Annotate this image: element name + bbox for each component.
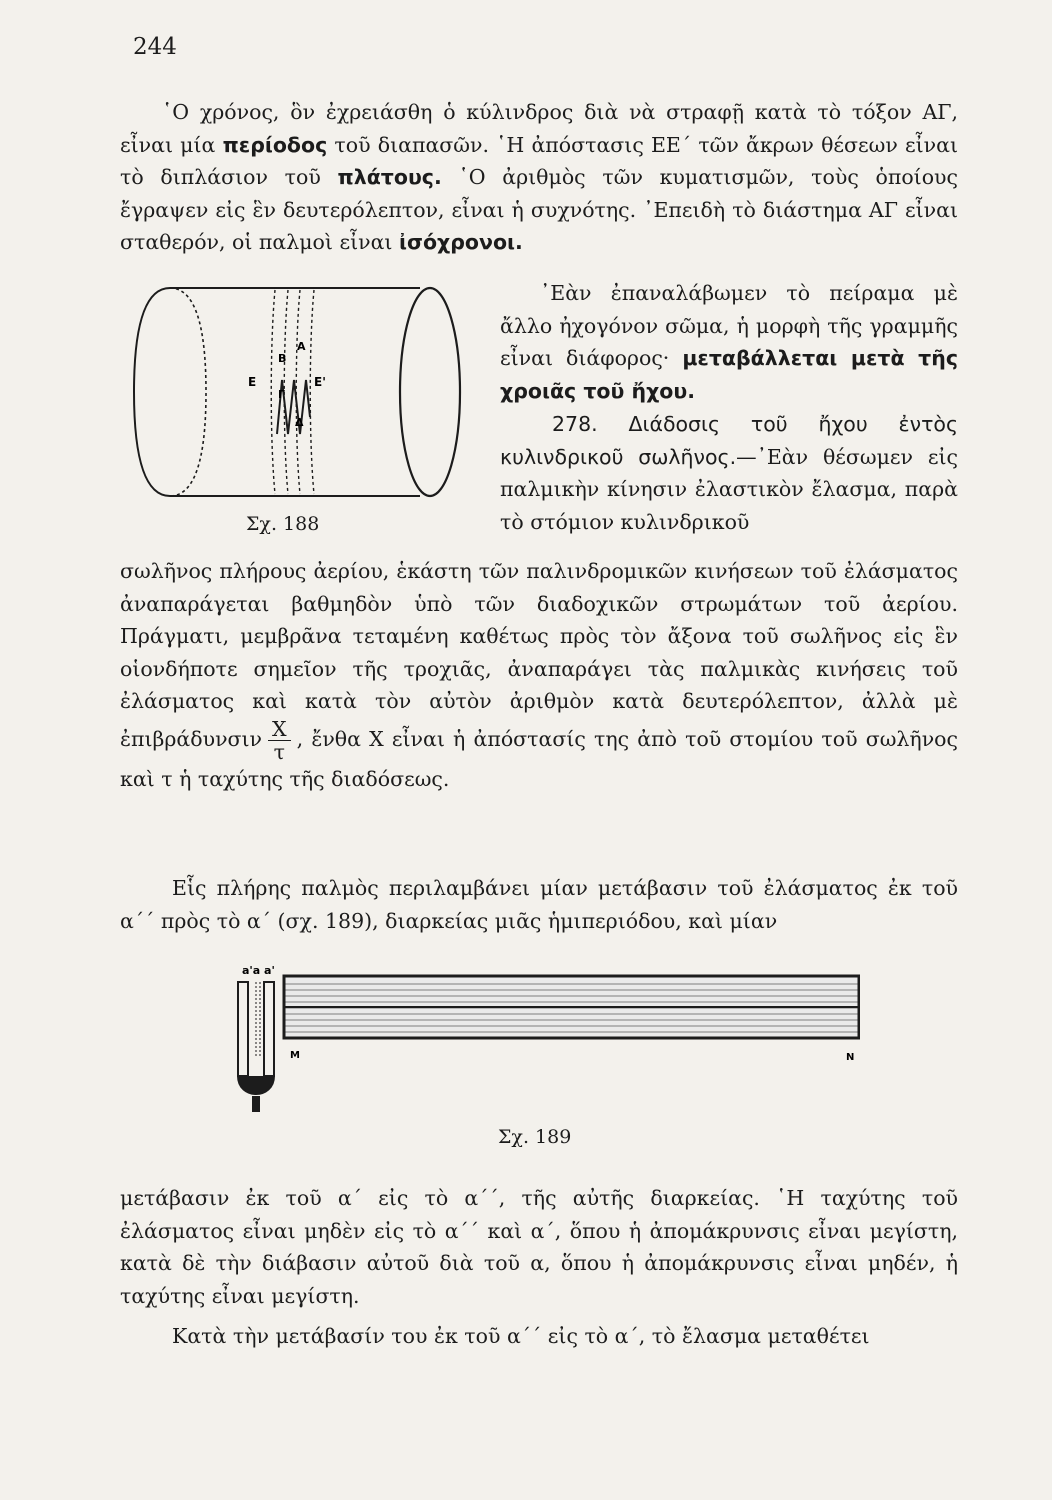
page-number: 244 [133, 34, 177, 60]
velocity-paragraph: μετάβασιν ἐκ τοῦ α΄ εἰς τὸ α΄΄, τῆς αὐτῆς διαρκείας. ῾Η ταχύτης τοῦ ἐλάσματος εἶναι μηδὲν εἰς τὸ α΄΄ καὶ α΄, ὅπου ἡ ἀπομάκρυνσις εἶναι μεγίστη, κατὰ δὲ τὴν διάβασιν αὐτοῦ διὰ τοῦ α, ὅπου ἡ ἀπομάκρυνσις εἶναι μηδέν, ἡ ταχύτης εἶναι μεγίστη. [120, 1186, 958, 1308]
section-text-after: , ἔνθα X εἶναι ἡ ἀπόστασίς της ἀπὸ τοῦ στομίου τοῦ σωλῆνος καὶ τ ἡ ταχύτης τῆς διαδόσεως. [120, 726, 958, 791]
figure-189-tuning-fork [220, 960, 860, 1120]
figure-188-caption: Σχ. 188 [246, 513, 320, 535]
section-278-continuation [120, 555, 958, 796]
intro-text-1: ῾Ο χρόνος, ὃν ἐχρειάσθη ὁ κύλινδρος διὰ νὰ στραφῇ κατὰ τὸ τόξον ΑΓ, εἶναι μία [120, 100, 958, 157]
label-a: Α [297, 340, 306, 353]
term-isochronous: ἰσόχρονοι. [398, 230, 523, 255]
figure-189-caption: Σχ. 189 [498, 1126, 572, 1148]
label-n: N [846, 1052, 855, 1063]
label-d: Δ [295, 416, 304, 429]
label-m: M [290, 1050, 300, 1061]
section-278-start [500, 408, 958, 538]
label-a-positions: a'a a' [242, 964, 275, 977]
timbre-bold: μεταβάλλεται μετὰ τῆς χροιᾶς τοῦ ἤχου. [500, 346, 958, 403]
fraction-numerator: X [268, 718, 291, 741]
timbre-text: ᾽Εὰν ἐπαναλάβωμεν τὸ πείραμα μὲ ἄλλο ἠχογόνον σῶμα, ἡ μορφὴ τῆς γραμμῆς εἶναι διάφορος· [500, 281, 958, 371]
last-paragraph: Κατὰ τὴν μετάβασίν του ἐκ τοῦ α΄΄ εἰς τὸ α΄, τὸ ἔλασμα μεταθέτει [172, 1324, 870, 1348]
intro-text-3: ῾Ο ἀριθμὸς τῶν κυματισμῶν, τοὺς ὁποίους ἔγραψεν εἰς ἓν δευτερόλεπτον, εἶναι ἡ συχνότης. ᾽Επειδὴ τὸ διάστημα ΑΓ εἶναι σταθερόν, οἱ παλμοὶ εἶναι [120, 165, 958, 255]
intro-paragraph [120, 96, 958, 259]
label-g: Γ [278, 388, 286, 401]
fraction-x-over-tau [268, 718, 291, 763]
term-period: περίοδος [222, 132, 328, 157]
pulse-paragraph: Εἷς πλήρης παλμὸς περιλαμβάνει μίαν μετάβασιν τοῦ ἐλάσματος ἐκ τοῦ α΄΄ πρὸς τὸ α΄ (σχ. 189), διαρκείας μιᾶς ἡμιπεριόδου, καὶ μίαν [120, 876, 958, 933]
section-heading: 278. Διάδοσις τοῦ ἤχου ἐντὸς κυλινδρικοῦ σωλῆνος. [500, 412, 958, 469]
term-amplitude: πλάτους. [337, 165, 442, 190]
fraction-denominator: τ [273, 739, 285, 764]
section-text-right: —᾽Εὰν θέσωμεν εἰς παλμικὴν κίνησιν ἐλαστικὸν ἔλασμα, παρὰ τὸ στόμιον κυλινδρικοῦ [500, 444, 958, 534]
timbre-paragraph [500, 277, 958, 407]
section-text-full: σωλῆνος πλήρους ἀερίου, ἑκάστη τῶν παλινδρομικῶν κινήσεων τοῦ ἐλάσματος ἀναπαράγεται βαθμηδὸν ὑπὸ τῶν διαδοχικῶν στρωμάτων τοῦ ἀερίου. Πράγματι, μεμβρᾶνα τεταμένη καθέτως πρὸς τὸν ἄξονα τοῦ σωλῆνος εἰς ἓν οἱονδήποτε σημεῖον τῆς τροχιᾶς, ἀναπαράγει τὰς παλμικὰς κινήσεις τοῦ ἐλάσματος καὶ κατὰ τὸν αὐτὸν ἀριθμὸν κατὰ δευτερόλεπτον, ἀλλὰ μὲ ἐπιβράδυνσιν [120, 559, 958, 751]
figure-188-cylinder [130, 282, 466, 514]
label-b: Β [278, 352, 287, 365]
intro-text-2: τοῦ διαπασῶν. ῾Η ἀπόστασις ΕΕ΄ τῶν ἄκρων θέσεων εἶναι τὸ διπλάσιον τοῦ [120, 132, 958, 190]
label-e: Ε [248, 375, 257, 389]
label-e-prime: Ε' [314, 375, 326, 389]
